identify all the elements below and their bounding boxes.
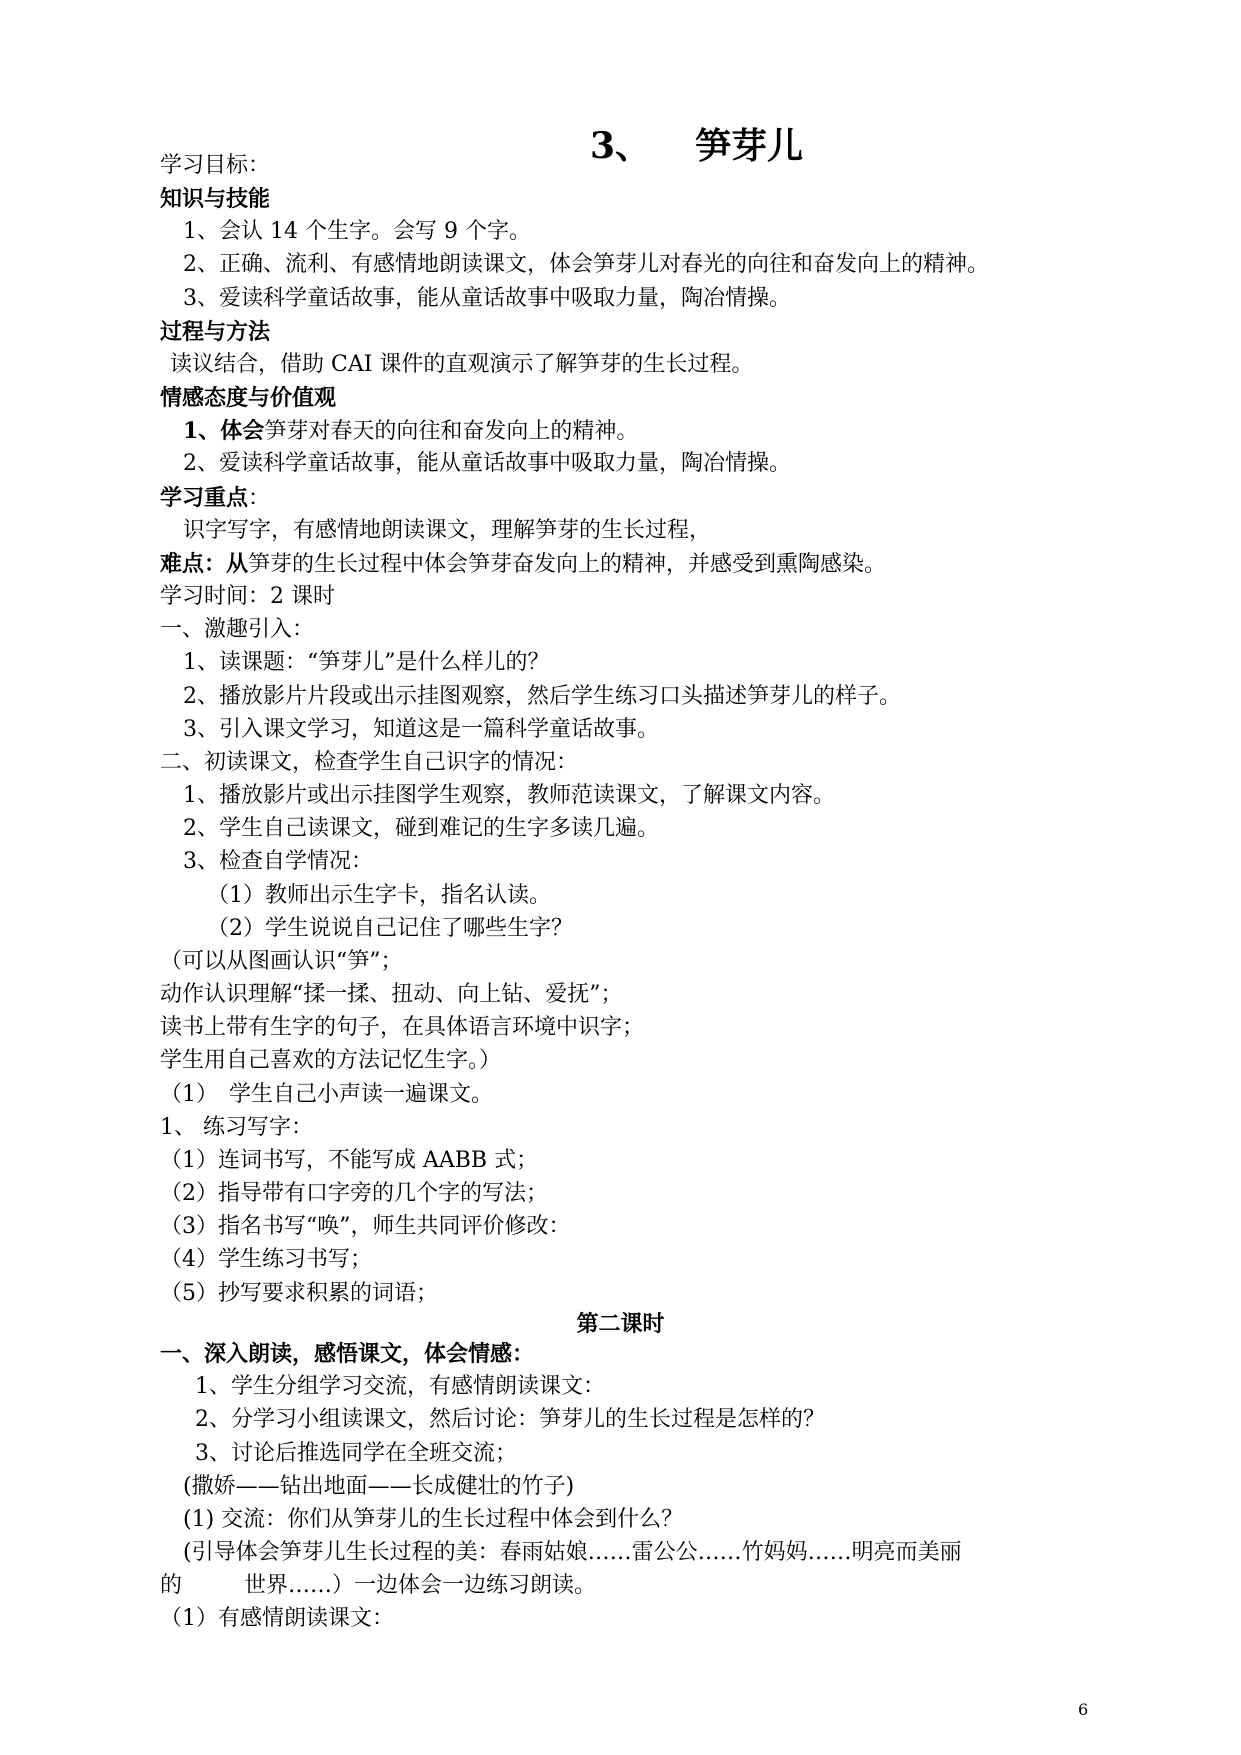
step-item: 1、读课题：“笋芽儿”是什么样儿的？ — [183, 650, 550, 675]
key-points-text: 识字写字，有感情地朗读课文，理解笋芽的生长过程， — [183, 518, 712, 543]
sub-step-item: （1）教师出示生字卡，指名认读。 — [207, 883, 551, 908]
study-time: 学习时间：2 课时 — [160, 584, 335, 609]
note-line: (撒娇——钻出地面——长成健壮的竹子) — [183, 1474, 575, 1499]
note-line: （可以从图画认识“笋”； — [160, 949, 403, 974]
section-heading-knowledge: 知识与技能 — [160, 186, 271, 212]
lesson-title — [590, 118, 803, 169]
step-heading: 二、初读课文，检查学生自己识字的情况： — [160, 750, 579, 775]
step-item: 1、学生分组学习交流，有感情朗读课文： — [195, 1374, 605, 1399]
sub-step-item: （3）指名书写“唤”，师生共同评价修改： — [160, 1214, 571, 1239]
section-heading-attitude: 情感态度与价值观 — [160, 385, 337, 411]
step-heading: 一、激趣引入： — [160, 617, 315, 642]
sub-step-item: （4）学生练习书写； — [160, 1247, 372, 1272]
process-text: 读议结合，借助 CAI 课件的直观演示了解笋芽的生长过程。 — [170, 352, 754, 377]
lesson-name: 笋芽儿 — [695, 125, 804, 167]
difficulty-label: 难点：从 — [160, 551, 249, 577]
step-item: （1） 学生自己小声读一遍课文。 — [160, 1082, 493, 1107]
step-item: 3、检查自学情况： — [183, 849, 373, 874]
step-heading: 一、深入朗读，感悟课文，体会情感： — [160, 1341, 535, 1367]
key-points-heading — [160, 484, 270, 514]
step-item: 2、分学习小组读课文，然后讨论：笋芽儿的生长过程是怎样的？ — [195, 1407, 825, 1432]
goal-item: 3、爱读科学童话故事，能从童话故事中吸取力量，陶冶情操。 — [183, 286, 791, 311]
step-item: 1、 练习写字： — [160, 1115, 313, 1140]
goal-item: 2、爱读科学童话故事，能从童话故事中吸取力量，陶冶情操。 — [183, 451, 791, 476]
key-points-label: 学习重点 — [160, 485, 249, 511]
step-item: 3、讨论后推选同学在全班交流； — [195, 1441, 517, 1466]
step-item: 2、播放影片片段或出示挂图观察，然后学生练习口头描述笋芽儿的样子。 — [183, 684, 901, 709]
note-line — [160, 1572, 596, 1602]
goal-item — [183, 417, 638, 447]
difficulty-line — [160, 550, 886, 580]
note-line-start: 的 — [160, 1573, 183, 1598]
goals-heading: 学习目标： — [160, 153, 271, 178]
note-line: 动作认识理解“揉一揉、扭动、向上钻、爱抚”； — [160, 982, 623, 1007]
section-heading-process: 过程与方法 — [160, 319, 271, 345]
step-item: 2、学生自己读课文，碰到难记的生字多读几遍。 — [183, 816, 659, 841]
note-line: 读书上带有生字的句子，在具体语言环境中识字； — [160, 1015, 645, 1040]
step-item: 3、引入课文学习，知道这是一篇科学童话故事。 — [183, 717, 659, 742]
lesson-number: 3、 — [590, 125, 652, 167]
sub-step-item: （1）连词书写，不能写成 AABB 式； — [160, 1148, 539, 1173]
page-number: 6 — [1078, 1700, 1089, 1719]
difficulty-text: 笋芽的生长过程中体会笋芽奋发向上的精神，并感受到熏陶感染。 — [248, 552, 887, 577]
sub-step-item: （1）有感情朗读课文： — [160, 1606, 394, 1631]
step-item: 1、播放影片或出示挂图学生观察，教师范读课文，了解课文内容。 — [183, 783, 835, 808]
note-line-rest: 世界……）一边体会一边练习朗读。 — [244, 1573, 597, 1598]
sub-step-item: （2）学生说说自己记住了哪些生字？ — [207, 916, 573, 941]
goal-item: 1、会认 14 个生字。会写 9 个字。 — [183, 219, 531, 244]
sub-step-item: (1) 交流：你们从笋芽儿的生长过程中体会到什么？ — [183, 1507, 684, 1532]
key-points-colon: ： — [248, 486, 271, 511]
sub-step-item: （2）指导带有口字旁的几个字的写法； — [160, 1181, 548, 1206]
note-line: (引导体会笋芽儿生长过程的美：春雨姑娘……雷公公……竹妈妈……明亮而美丽 — [183, 1540, 962, 1565]
sub-step-item: （5）抄写要求积累的词语； — [160, 1281, 438, 1306]
second-lesson-heading: 第二课时 — [576, 1311, 665, 1337]
note-line: 学生用自己喜欢的方法记忆生字。） — [160, 1048, 502, 1073]
goal-item-rest: 笋芽对春天的向往和奋发向上的精神。 — [264, 419, 639, 444]
goal-item-bold: 1、体会 — [183, 418, 265, 444]
goal-item: 2、正确、流利、有感情地朗读课文，体会笋芽儿对春光的向往和奋发向上的精神。 — [183, 252, 989, 277]
